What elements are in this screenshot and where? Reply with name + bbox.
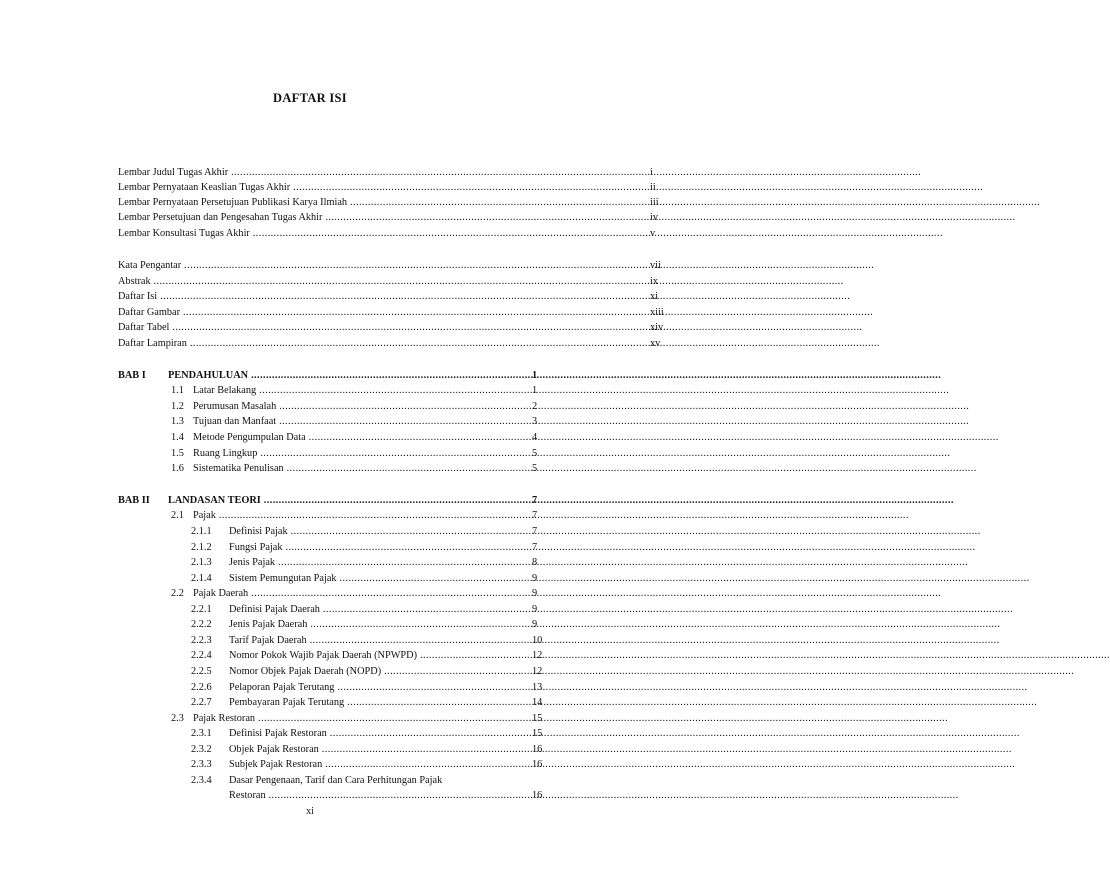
toc-subsection[interactable]: 2.3.1 Definisi Pajak Restoran ..... 15: [0, 726, 620, 741]
page-number: xi: [306, 806, 314, 817]
toc-entry[interactable]: Daftar Gambar ..... xiii: [118, 305, 620, 320]
toc-entry[interactable]: Lembar Konsultasi Tugas Akhir ..... v: [118, 226, 620, 241]
toc-subsection[interactable]: 2.1.1 Definisi Pajak ..... 7: [0, 524, 620, 539]
toc-subsection[interactable]: 2.1.2 Fungsi Pajak ..... 7: [0, 540, 620, 555]
toc-entry[interactable]: Lembar Judul Tugas Akhir ..... i: [118, 165, 620, 180]
toc-subsection[interactable]: 2.2.2 Jenis Pajak Daerah ..... 9: [0, 617, 620, 632]
toc-subsection[interactable]: 2.1.4 Sistem Pemungutan Pajak ..... 9: [0, 571, 620, 586]
toc-entry[interactable]: Lembar Persetujuan dan Pengesahan Tugas Akhir ..... iv: [118, 210, 620, 225]
toc-section[interactable]: 1.1 Latar Belakang ..... 1: [0, 383, 620, 398]
toc-entry[interactable]: Lembar Pernyataan Keaslian Tugas Akhir ..... ii: [118, 180, 620, 195]
toc-subsection-continuation[interactable]: Restoran ..... 16: [0, 788, 620, 803]
toc-subsection[interactable]: 2.2.5 Nomor Objek Pajak Daerah (NOPD) ..... 12: [0, 664, 620, 679]
toc-subsection[interactable]: 2.3.4 Dasar Pengenaan, Tarif dan Cara Perhitungan Pajak: [191, 775, 443, 786]
toc-entry[interactable]: Lembar Pernyataan Persetujuan Publikasi Karya Ilmiah ..... iii: [118, 195, 620, 210]
toc-section[interactable]: 2.3 Pajak Restoran ..... 15: [0, 711, 620, 726]
toc-section[interactable]: 2.2 Pajak Daerah ..... 9: [0, 586, 620, 601]
toc-subsection[interactable]: 2.3.2 Objek Pajak Restoran ..... 16: [0, 742, 620, 757]
toc-entry[interactable]: Abstrak ..... ix: [118, 274, 620, 289]
toc-section[interactable]: 1.4 Metode Pengumpulan Data ..... 4: [0, 430, 620, 445]
toc-section[interactable]: 1.5 Ruang Lingkup ..... 5: [0, 446, 620, 461]
toc-subsection[interactable]: 2.2.4 Nomor Pokok Wajib Pajak Daerah (NPWPD) ..... 12: [0, 648, 620, 663]
toc-subsection[interactable]: 2.2.3 Tarif Pajak Daerah ..... 10: [0, 633, 620, 648]
toc-subsection[interactable]: 2.2.7 Pembayaran Pajak Terutang ..... 14: [0, 695, 620, 710]
toc-subsection[interactable]: 2.1.3 Jenis Pajak ..... 8: [0, 555, 620, 570]
toc-entry[interactable]: Daftar Isi ..... xi: [118, 289, 620, 304]
toc-entry[interactable]: Daftar Tabel ..... xiv: [118, 320, 620, 335]
page-title: DAFTAR ISI: [273, 91, 347, 105]
toc-entry[interactable]: Daftar Lampiran ..... xv: [118, 336, 620, 351]
toc-subsection[interactable]: 2.3.3 Subjek Pajak Restoran ..... 16: [0, 757, 620, 772]
toc-subsection[interactable]: 2.2.1 Definisi Pajak Daerah ..... 9: [0, 602, 620, 617]
toc-subsection[interactable]: 2.2.6 Pelaporan Pajak Terutang ..... 13: [0, 680, 620, 695]
toc-chapter-2[interactable]: BAB II LANDASAN TEORI ..... 7: [0, 493, 620, 508]
toc-section[interactable]: 1.2 Perumusan Masalah ..... 2: [0, 399, 620, 414]
toc-section[interactable]: 1.3 Tujuan dan Manfaat ..... 3: [0, 414, 620, 429]
toc-chapter-1[interactable]: BAB I PENDAHULUAN ..... 1: [0, 368, 620, 383]
toc-entry[interactable]: Kata Pengantar ..... vii: [118, 258, 620, 273]
toc-section[interactable]: 1.6 Sistematika Penulisan ..... 5: [0, 461, 620, 476]
toc-section[interactable]: 2.1 Pajak ..... 7: [0, 508, 620, 523]
